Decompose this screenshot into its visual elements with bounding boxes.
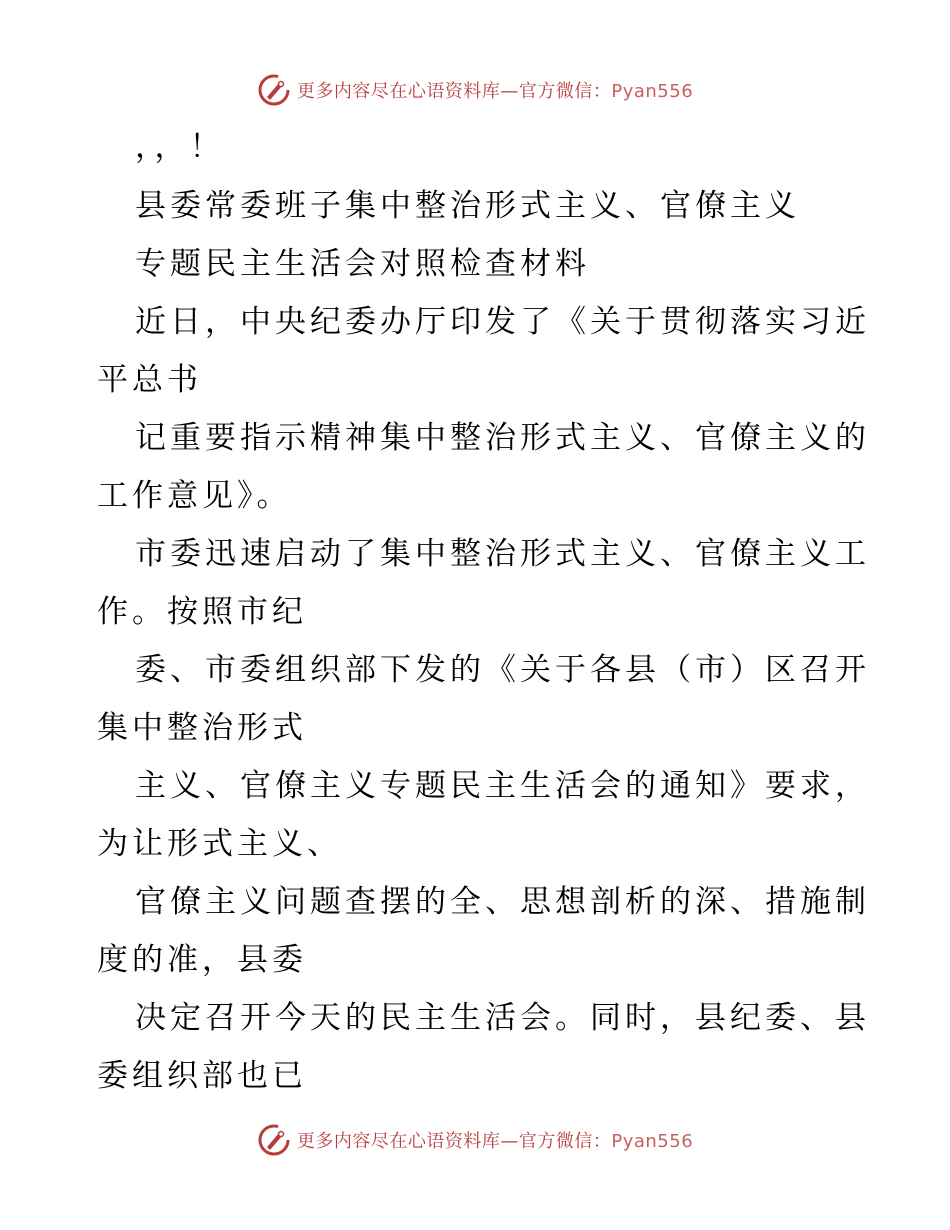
text-line: ，，！: [135, 129, 225, 165]
text-line: 为让形式主义、: [97, 826, 342, 862]
watermark-text: 更多内容尽在心语资料库—官方微信：Pyan556: [296, 81, 694, 102]
text-line: 度的准，县委: [97, 942, 307, 978]
wechat-id: Pyan556: [611, 1131, 694, 1152]
text-line: 集中整治形式: [97, 710, 307, 746]
watermark-text: 更多内容尽在心语资料库—官方微信：Pyan556: [296, 1131, 694, 1152]
text-line: 作。按照市纪: [97, 594, 307, 630]
text-line: 委、市委组织部下发的《关于各县（市）区召开: [135, 652, 870, 688]
text-line: 官僚主义问题查摆的全、思想剖析的深、措施制: [135, 884, 870, 920]
text-line: 近日，中央纪委办厅印发了《关于贯彻落实习近: [135, 304, 870, 340]
text-line: 县委常委班子集中整治形式主义、官僚主义: [135, 188, 800, 224]
text-line: 委组织部也已: [97, 1058, 307, 1094]
pen-swirl-icon: [257, 1123, 291, 1157]
text-line: 工作意见》。: [97, 478, 292, 514]
text-line: 市委迅速启动了集中整治形式主义、官僚主义工: [135, 536, 870, 572]
text-line: 主义、官僚主义专题民主生活会的通知》要求，: [135, 768, 870, 804]
text-line: 专题民主生活会对照检查材料: [135, 246, 590, 282]
text-line: 记重要指示精神集中整治形式主义、官僚主义的: [135, 420, 870, 456]
wechat-id: Pyan556: [611, 81, 694, 102]
text-line: 决定召开今天的民主生活会。同时，县纪委、县: [135, 1000, 870, 1036]
footer-watermark-banner: [0, 1120, 950, 1160]
text-line: 平总书: [97, 362, 202, 398]
